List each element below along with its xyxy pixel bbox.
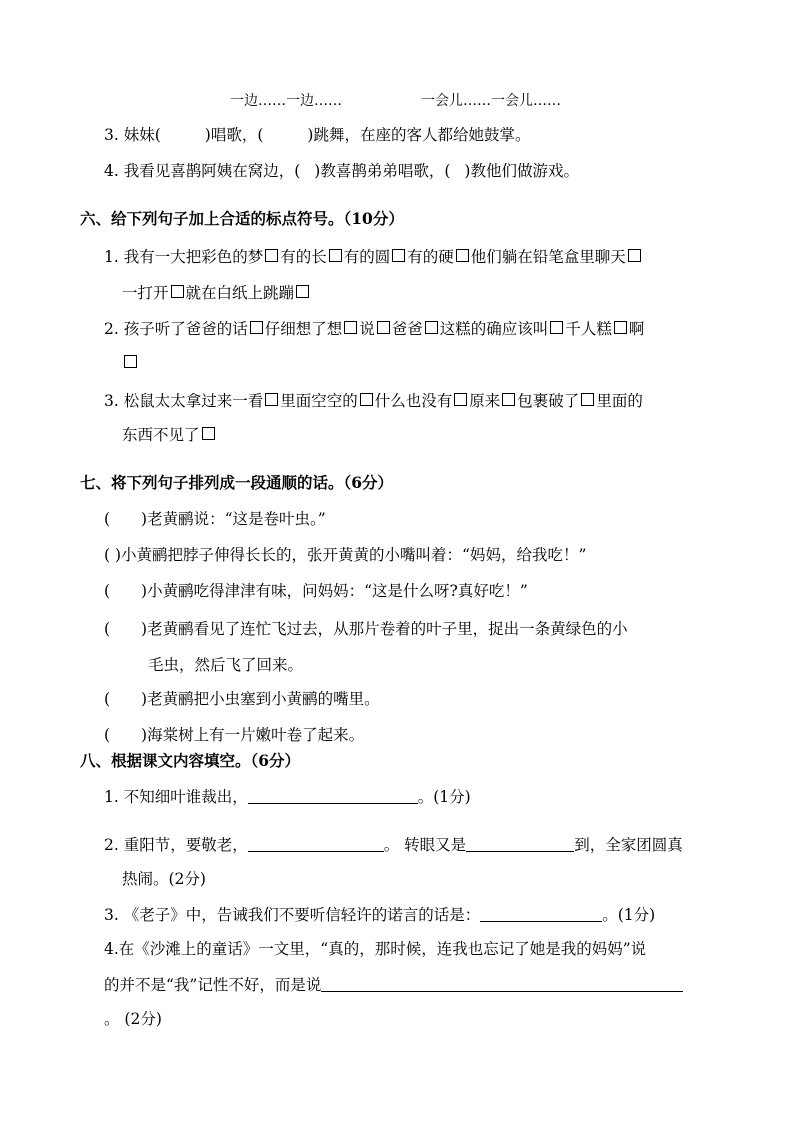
punctuation-box[interactable] — [265, 249, 278, 262]
s7-item-2: ( )小黄鹂把脖子伸得长长的，张开黄黄的小嘴叫着：“妈妈，给我吃！” — [104, 546, 587, 564]
punctuation-box[interactable] — [456, 249, 469, 262]
answer-blank[interactable] — [466, 835, 574, 852]
punctuation-box[interactable] — [628, 249, 641, 262]
section-7-title: 七、将下列句子排列成一段通顺的话。（6分） — [80, 473, 394, 492]
s6-question-1-line-1: 1. 我有一大把彩色的梦 有的长 有的圆 有的硬 他们躺在铅笔盒里聊天 — [104, 246, 643, 268]
s5-question-3: 3. 妹妹( )唱歌，( )跳舞，在座的客人都给她鼓掌。 — [104, 126, 531, 144]
s5-question-4: 4. 我看见喜鹊阿姨在窝边，( )教喜鹊弟弟唱歌，( )教他们做游戏。 — [104, 162, 579, 180]
punctuation-box[interactable] — [581, 393, 594, 406]
punctuation-box[interactable] — [392, 249, 405, 262]
order-paren[interactable]: ( ) — [104, 726, 148, 744]
punctuation-box[interactable] — [360, 393, 373, 406]
punctuation-box[interactable] — [614, 321, 627, 334]
s6-question-3-line-1: 3. 松鼠太太拿过来一看 里面空空的 什么也没有 原来 包裹破了 里面的 — [104, 392, 643, 410]
s8-question-4-line-1: 4.在《沙滩上的童话》一文里，“真的，那时候，连我也忘记了她是我的妈妈”说 — [104, 940, 647, 958]
punctuation-box[interactable] — [171, 285, 184, 298]
s7-item-3: ( )小黄鹂吃得津津有味，问妈妈：“这是什么呀?真好吃！” — [104, 582, 528, 600]
s8-question-2: 2. 重阳节，要敬老， 。 转眼又是 到，全家团圆真 — [104, 836, 683, 854]
s7-item-4-continued: 毛虫，然后飞了回来。 — [148, 656, 304, 674]
order-paren[interactable]: ( ) — [104, 582, 148, 600]
s8-question-2-continued: 热闹。(2分) — [122, 870, 206, 888]
punctuation-box[interactable] — [344, 321, 357, 334]
answer-blank[interactable] — [248, 835, 384, 852]
s8-question-3: 3. 《老子》中，告诫我们不要听信轻许的诺言的话是： 。(1分) — [104, 906, 656, 924]
s7-item-1: ( )老黄鹂说：“这是卷叶虫。” — [104, 510, 326, 528]
punctuation-box[interactable] — [250, 321, 263, 334]
punctuation-box[interactable] — [502, 393, 515, 406]
punctuation-box[interactable] — [202, 427, 215, 440]
s7-item-4: ( )老黄鹂看见了连忙飞过去，从那片卷着的叶子里，捉出一条黄绿色的小 — [104, 620, 628, 638]
s8-question-4-line-3: 。 (2分) — [104, 1010, 162, 1028]
answer-blank[interactable] — [248, 787, 418, 804]
punctuation-box[interactable] — [296, 285, 309, 298]
answer-blank[interactable] — [321, 975, 683, 992]
s7-item-6: ( )海棠树上有一片嫩叶卷了起来。 — [104, 726, 365, 744]
order-paren[interactable]: ( ) — [104, 546, 122, 564]
s8-question-1: 1. 不知细叶谁裁出， 。(1分) — [104, 788, 471, 806]
option-yibian: 一边……一边…… — [230, 93, 342, 109]
punctuation-box[interactable] — [425, 321, 438, 334]
order-paren[interactable]: ( ) — [104, 620, 148, 638]
punctuation-box[interactable] — [265, 393, 278, 406]
answer-blank[interactable] — [480, 905, 602, 922]
punctuation-box[interactable] — [377, 321, 390, 334]
punctuation-box[interactable] — [550, 321, 563, 334]
s8-question-4-line-2: 的并不是“我”记性不好，而是说 — [104, 974, 683, 996]
punctuation-box[interactable] — [454, 393, 467, 406]
option-yihuier: 一会儿……一会儿…… — [421, 93, 561, 109]
section-6-title: 六、给下列句子加上合适的标点符号。（10分） — [80, 209, 404, 228]
order-paren[interactable]: ( ) — [104, 510, 148, 528]
section-8-title: 八、根据课文内容填空。（6分） — [80, 751, 301, 770]
s6-question-3-line-2: 东西不见了 — [122, 424, 217, 446]
order-paren[interactable]: ( ) — [104, 690, 148, 708]
s7-item-5: ( )老黄鹂把小虫塞到小黄鹂的嘴里。 — [104, 690, 380, 708]
s6-question-2-line-2 — [122, 352, 139, 374]
punctuation-box[interactable] — [124, 355, 137, 368]
punctuation-box[interactable] — [329, 249, 342, 262]
s6-question-2-line-1: 2. 孩子听了爸爸的话 仔细想了想 说 爸爸 这糕的确应该叫 千人糕 啊 — [104, 320, 645, 338]
s6-question-1-line-2: 一打开 就在白纸上跳蹦 — [122, 282, 311, 304]
